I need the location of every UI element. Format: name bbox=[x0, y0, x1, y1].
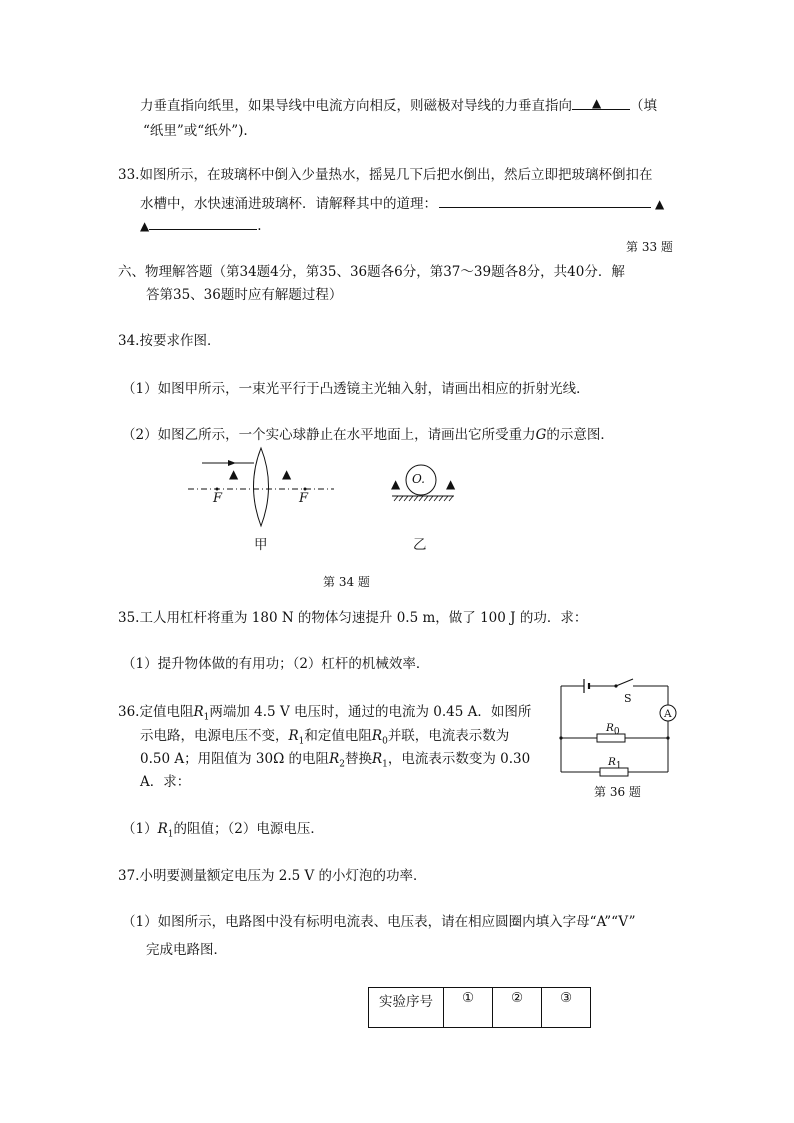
q36-text: 36.定值电阻 bbox=[118, 704, 194, 720]
r-symbol: R bbox=[288, 728, 299, 744]
answer-mark: ▲ bbox=[592, 96, 602, 110]
answer-mark: ▲ bbox=[140, 219, 150, 233]
r-subscript: 1 bbox=[167, 829, 174, 840]
answer-mark: ▲ bbox=[391, 477, 401, 491]
r-subscript: 1 bbox=[298, 736, 305, 747]
q36-text: 0.50 A；用阻值为 30Ω 的电阻 bbox=[140, 751, 330, 767]
table-col-2: ② bbox=[493, 988, 542, 1028]
q34-part2 bbox=[122, 426, 614, 444]
r0-label bbox=[606, 719, 620, 741]
figure-yi-label: 乙 bbox=[413, 537, 427, 553]
answer-mark: ▲ bbox=[229, 467, 239, 481]
q33-line2 bbox=[140, 193, 664, 213]
answer-mark: ▲ bbox=[282, 467, 292, 481]
r0-subscript: 0 bbox=[613, 727, 620, 738]
r-symbol: R bbox=[371, 751, 383, 767]
focus-right-label: F bbox=[299, 491, 309, 506]
q32-blank bbox=[572, 95, 630, 110]
ammeter-label: A bbox=[664, 708, 672, 720]
r1-subscript: 1 bbox=[615, 761, 622, 772]
ball-center-label: O. bbox=[412, 472, 425, 486]
ground-hatch bbox=[394, 496, 453, 501]
answer-mark: ▲ bbox=[446, 477, 456, 491]
figure-jia-label: 甲 bbox=[254, 537, 268, 553]
q33-text: 水槽中，水快速涌进玻璃杯．请解释其中的道理： bbox=[140, 196, 437, 212]
gravity-symbol: G bbox=[535, 427, 547, 443]
q37-line2: （1）如图所示，电路图中没有标明电流表、电压表，请在相应圆圈内填入字母“A”“V” bbox=[122, 914, 636, 930]
q36-q-text: （1） bbox=[122, 821, 158, 837]
focus-left-label: F bbox=[213, 491, 223, 506]
q34-part2-text: （2）如图乙所示，一个实心球静止在水平地面上，请画出它所受重力 bbox=[122, 427, 536, 443]
q36-line1 bbox=[118, 703, 531, 727]
q36-text: 示电路，电源电压不变， bbox=[140, 728, 289, 744]
table-row bbox=[369, 988, 591, 1028]
junction-right bbox=[666, 736, 669, 739]
r-symbol: R bbox=[371, 728, 383, 744]
q36-caption: 第 36 题 bbox=[594, 785, 641, 799]
q36-text-c: 并联，电流表示数为 bbox=[387, 728, 510, 744]
q37-line3: 完成电路图． bbox=[146, 942, 227, 958]
answer-mark: ▲ bbox=[655, 197, 665, 211]
q36-line4: A．求： bbox=[140, 774, 191, 790]
experiment-table bbox=[368, 987, 591, 1028]
q36-text-b: 替换 bbox=[344, 751, 372, 767]
q34-part2-text-b: 的示意图． bbox=[546, 427, 614, 443]
section6-line1: 六、物理解答题（第34题4分，第35、36题各6分，第37～39题各8分，共40分．解 bbox=[118, 264, 625, 280]
r-subscript: 2 bbox=[339, 759, 345, 770]
q32-tail: （填 bbox=[630, 98, 657, 114]
q36-line3 bbox=[140, 750, 530, 774]
section6-line2: 答第35、36题时应有解题过程） bbox=[146, 287, 343, 303]
r1-symbol: R bbox=[608, 756, 616, 768]
q33-line3 bbox=[140, 215, 262, 235]
q34-title: 34.按要求作图． bbox=[118, 333, 221, 349]
q33-line1: 33.如图所示，在玻璃杯中倒入少量热水，摇晃几下后把水倒出，然后立即把玻璃杯倒扣在 bbox=[118, 167, 653, 183]
q36-text-c: ，电流表示数变为 0.30 bbox=[387, 751, 531, 767]
table-col-1: ① bbox=[444, 988, 493, 1028]
q32-line1 bbox=[140, 95, 657, 115]
q35-line2: （1）提升物体做的有用功；（2）杠杆的机械效率． bbox=[122, 656, 430, 672]
r-symbol: R bbox=[193, 704, 204, 720]
table-col-3: ③ bbox=[542, 988, 591, 1028]
switch-blade bbox=[616, 679, 633, 686]
r-symbol: R bbox=[157, 821, 168, 837]
q33-blank bbox=[439, 193, 651, 208]
r-subscript: 1 bbox=[203, 712, 210, 723]
junction-left bbox=[559, 736, 562, 739]
q36-text-b: 两端加 4.5 V 电压时，通过的电流为 0.45 A．如图所 bbox=[209, 704, 532, 720]
r0-symbol: R bbox=[606, 722, 614, 734]
r-subscript: 0 bbox=[382, 736, 388, 747]
q36-text-b: 和定值电阻 bbox=[304, 728, 372, 744]
q37-line1: 37.小明要测量额定电压为 2.5 V 的小灯泡的功率． bbox=[118, 868, 427, 884]
q35-line1: 35.工人用杠杆将重为 180 N 的物体匀速提升 0.5 m，做了 100 J 的功．求： bbox=[118, 610, 588, 626]
q34-part1: （1）如图甲所示，一束光平行于凸透镜主光轴入射，请画出相应的折射光线． bbox=[122, 381, 590, 397]
convex-lens bbox=[254, 448, 269, 526]
r-symbol: R bbox=[329, 751, 340, 767]
r1-label bbox=[608, 753, 622, 775]
switch-pivot bbox=[614, 684, 617, 687]
switch-label: S bbox=[624, 692, 632, 705]
q36-q-text-b: 的阻值；（2）电源电压． bbox=[173, 821, 324, 837]
q33-caption: 第 33 题 bbox=[626, 240, 673, 254]
r-subscript: 1 bbox=[382, 759, 388, 770]
q32-text: 力垂直指向纸里，如果导线中电流方向相反，则磁极对导线的力垂直指向 bbox=[140, 98, 572, 114]
q36-line2 bbox=[140, 727, 509, 751]
q34-caption: 第 34 题 bbox=[323, 575, 370, 589]
q32-line2: “纸里”或“纸外”). bbox=[143, 123, 248, 139]
table-header-cell: 实验序号 bbox=[369, 988, 444, 1028]
period: . bbox=[257, 218, 262, 234]
q36-questions bbox=[122, 820, 324, 844]
q33-blank-2 bbox=[149, 215, 257, 230]
